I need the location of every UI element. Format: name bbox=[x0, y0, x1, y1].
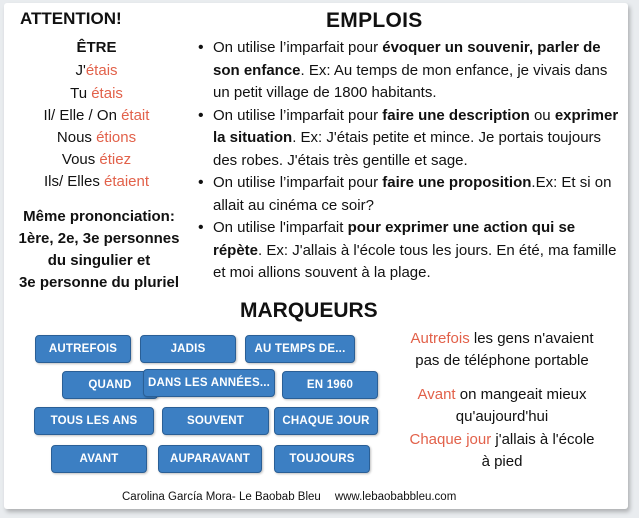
emplois-text: On utilise l’imparfait pour bbox=[213, 174, 383, 191]
example-sentence bbox=[392, 429, 612, 473]
marker-button-autrefois[interactable]: AUTREFOIS bbox=[35, 335, 131, 363]
conjugation-row bbox=[4, 129, 189, 146]
emplois-text: .Ex: Et si on allait au cinéma ce soir? bbox=[213, 174, 612, 214]
marker-button-souvent[interactable]: SOUVENT bbox=[162, 407, 269, 435]
marqueurs-title: MARQUEURS bbox=[240, 299, 378, 322]
worksheet-card bbox=[4, 3, 628, 509]
example-text: qu'aujourd'hui bbox=[455, 408, 549, 425]
example-marker: Autrefois bbox=[410, 330, 470, 347]
conjugation-row bbox=[4, 107, 189, 124]
example-text: les gens n'avaient bbox=[469, 330, 594, 347]
emplois-text: . Ex: J'étais petite et mince. Je portais toujours des robes. J'étais très gentille et sage. bbox=[213, 129, 602, 169]
emplois-text: ou bbox=[529, 106, 555, 124]
marker-button-dans-les-annees[interactable]: DANS LES ANNÉES... bbox=[143, 369, 275, 397]
verb-form: étaient bbox=[103, 173, 150, 190]
marker-button-tous-les-ans[interactable]: TOUS LES ANS bbox=[34, 407, 154, 435]
pronunciation-line: du singulier et bbox=[47, 252, 151, 269]
emplois-item bbox=[195, 37, 623, 105]
pronunciation-line: 1ère, 2e, 3e personnes bbox=[18, 230, 180, 247]
emplois-text: On utilise l’imparfait pour bbox=[213, 39, 383, 56]
conjugation-row bbox=[4, 85, 189, 102]
emplois-text: . Ex: J'allais à l'école tous les jours. En été, ma famille et moi allions souvent à la plage. bbox=[213, 241, 617, 281]
pronunciation-line: 3e personne du pluriel bbox=[18, 274, 180, 291]
marker-button-chaque-jour[interactable]: CHAQUE JOUR bbox=[274, 407, 378, 435]
verb-form: étais bbox=[91, 85, 123, 102]
marker-button-auparavant[interactable]: AUPARAVANT bbox=[158, 445, 262, 473]
footer bbox=[122, 491, 456, 503]
pronoun: Ils/ Elles bbox=[43, 173, 104, 190]
conjugation-row bbox=[4, 151, 189, 168]
emplois-text: . Ex: Au temps de mon enfance, je vivais dans un petit village de 1800 habitants. bbox=[213, 61, 608, 101]
conjugation-row bbox=[4, 173, 189, 190]
marker-button-jadis[interactable]: JADIS bbox=[140, 335, 236, 363]
emplois-text: On utilise l'imparfait bbox=[213, 219, 348, 236]
emplois-bold: exprimer la situation bbox=[213, 106, 619, 146]
pronoun: Tu bbox=[70, 85, 92, 102]
example-text: j'allais à l'école bbox=[491, 431, 595, 448]
footer-author: Carolina García Mora- Le Baobab Bleu bbox=[122, 491, 321, 503]
verb-form: étais bbox=[85, 62, 118, 79]
marker-button-en-1960[interactable]: EN 1960 bbox=[282, 371, 378, 399]
example-sentence bbox=[392, 384, 612, 428]
example-sentence bbox=[392, 328, 612, 372]
emplois-title: EMPLOIS bbox=[326, 9, 423, 32]
pronoun: J' bbox=[75, 62, 86, 79]
pronoun: Nous bbox=[56, 129, 97, 146]
pronunciation-line: Même prononciation: bbox=[23, 208, 175, 225]
example-marker: Chaque jour bbox=[409, 431, 492, 448]
footer-url[interactable]: www.lebaobabbleu.com bbox=[334, 491, 457, 503]
example-text: on mangeait mieux bbox=[455, 386, 587, 403]
etre-title: ÊTRE bbox=[76, 39, 117, 56]
marker-button-au-temps-de[interactable]: AU TEMPS DE... bbox=[245, 335, 355, 363]
emplois-bold: faire une description bbox=[382, 106, 530, 124]
emplois-item bbox=[195, 105, 623, 173]
marker-button-quand[interactable]: QUAND bbox=[62, 371, 158, 399]
verb-form: était bbox=[121, 107, 150, 124]
emplois-item bbox=[195, 217, 623, 285]
pronunciation-note bbox=[4, 206, 194, 294]
pronoun: Il/ Elle / On bbox=[43, 107, 122, 124]
marker-button-toujours[interactable]: TOUJOURS bbox=[274, 445, 370, 473]
pronoun: Vous bbox=[61, 151, 100, 168]
example-marker: Avant bbox=[417, 386, 456, 403]
emplois-bold: faire une proposition bbox=[382, 174, 532, 191]
emplois-item bbox=[195, 172, 623, 217]
emplois-text: On utilise l’imparfait pour bbox=[213, 106, 383, 124]
emplois-bold: pour exprimer une action qui se répète bbox=[213, 219, 576, 259]
attention-heading: ATTENTION! bbox=[20, 9, 122, 28]
example-text: pas de téléphone portable bbox=[415, 352, 589, 369]
emplois-bold: évoquer un souvenir, parler de son enfance bbox=[213, 39, 601, 79]
verb-form: étiez bbox=[99, 151, 132, 168]
conjugation-row bbox=[4, 62, 189, 79]
verb-form: étions bbox=[96, 129, 137, 146]
marker-button-avant[interactable]: AVANT bbox=[51, 445, 147, 473]
example-text: à pied bbox=[481, 453, 523, 470]
emplois-list bbox=[195, 37, 623, 285]
